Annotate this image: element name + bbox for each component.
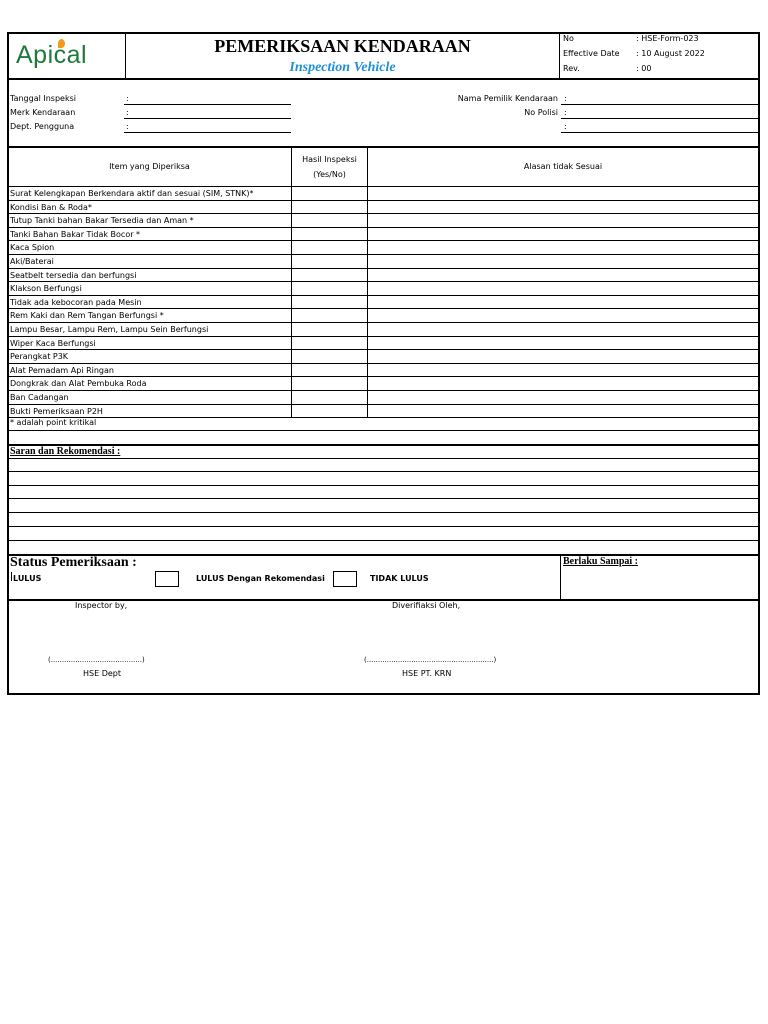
table-row xyxy=(7,241,759,255)
extra-colon: : xyxy=(564,122,567,131)
row-result-cell[interactable] xyxy=(292,309,367,323)
pemilik-colon: : xyxy=(564,94,567,103)
row-reason-cell[interactable] xyxy=(368,201,758,215)
col-reason-header: Alasan tidak Sesuai xyxy=(523,162,603,171)
row-item-label: Ban Cadangan xyxy=(10,393,69,402)
saran-ruled-line xyxy=(7,526,759,527)
row-result-cell[interactable] xyxy=(292,405,367,419)
table-row xyxy=(7,187,759,201)
merk-label: Merk Kendaraan xyxy=(10,108,76,117)
row-item-label: Rem Kaki dan Rem Tangan Berfungsi * xyxy=(10,311,164,321)
row-reason-cell[interactable] xyxy=(368,296,758,310)
meta-rev-label: Rev. xyxy=(563,64,580,73)
row-reason-cell[interactable] xyxy=(368,350,758,364)
table-row xyxy=(7,269,759,283)
apical-logo xyxy=(14,36,119,74)
pemilik-label: Nama Pemilik Kendaraan xyxy=(457,94,558,103)
table-row xyxy=(7,377,759,391)
row-reason-cell[interactable] xyxy=(368,377,758,391)
saran-ruled-line xyxy=(7,485,759,486)
row-item-label: Dongkrak dan Alat Pembuka Roda xyxy=(10,379,147,389)
table-row xyxy=(7,323,759,337)
row-result-cell[interactable] xyxy=(292,323,367,337)
table-row xyxy=(7,201,759,215)
row-reason-cell[interactable] xyxy=(368,214,758,228)
col-item-header: Item yang Diperiksa xyxy=(109,162,190,171)
verifier-dept: HSE PT. KRN xyxy=(402,669,452,678)
col-result-header-1: Hasil Inspeksi xyxy=(302,155,357,164)
row-reason-cell[interactable] xyxy=(368,337,758,351)
option-lulus-rekomendasi: LULUS Dengan Rekomendasi xyxy=(196,574,325,583)
table-row xyxy=(7,296,759,310)
meta-no-label: No xyxy=(563,34,574,43)
row-reason-cell[interactable] xyxy=(368,187,758,201)
table-row xyxy=(7,337,759,351)
row-result-cell[interactable] xyxy=(292,391,367,405)
row-reason-cell[interactable] xyxy=(368,228,758,242)
row-result-cell[interactable] xyxy=(292,337,367,351)
row-result-cell[interactable] xyxy=(292,269,367,283)
row-result-cell[interactable] xyxy=(292,214,367,228)
row-item-label: Surat Kelengkapan Berkendara aktif dan sesuai (SIM, STNK)* xyxy=(10,189,254,198)
inspector-title: Inspector by, xyxy=(75,601,128,610)
critical-note: * adalah point kritikal xyxy=(10,418,97,427)
saran-ruled-line xyxy=(7,540,759,541)
saran-ruled-line xyxy=(7,471,759,472)
option-tidak-lulus: TIDAK LULUS xyxy=(370,574,429,583)
row-result-cell[interactable] xyxy=(292,364,367,378)
row-item-label: Seatbelt tersedia dan berfungsi xyxy=(10,270,137,280)
meta-date-value: : 10 August 2022 xyxy=(636,49,705,58)
saran-ruled-line xyxy=(7,458,759,459)
row-item-label: Tidak ada kebocoran pada Mesin xyxy=(10,297,142,307)
header-divider-2 xyxy=(559,32,560,79)
row-item-label: Bukti Pemeriksaan P2H xyxy=(10,406,103,416)
row-item-label: Lampu Besar, Lampu Rem, Lampu Sein Berfungsi xyxy=(10,325,209,334)
merk-colon: : xyxy=(126,108,129,117)
meta-rev-value: : 00 xyxy=(636,64,652,73)
table-row xyxy=(7,282,759,296)
saran-label: Saran dan Rekomendasi : xyxy=(10,446,121,457)
table-row xyxy=(7,391,759,405)
row-item-label: Tutup Tanki bahan Bakar Tersedia dan Aman * xyxy=(10,216,194,226)
valid-until-label: Berlaku Sampai : xyxy=(563,556,639,567)
lulus-marker xyxy=(11,572,12,581)
row-reason-cell[interactable] xyxy=(368,405,758,419)
checkbox-lulus-rekomendasi[interactable] xyxy=(333,571,357,587)
tanggal-colon: : xyxy=(126,94,129,103)
row-reason-cell[interactable] xyxy=(368,282,758,296)
form-title: PEMERIKSAAN KENDARAAN xyxy=(214,36,471,56)
header-bottom xyxy=(7,78,760,80)
dept-label: Dept. Pengguna xyxy=(10,122,75,131)
table-row xyxy=(7,405,759,419)
extra-field[interactable] xyxy=(561,132,758,133)
option-lulus: LULUS xyxy=(13,574,42,583)
form-subtitle: Inspection Vehicle xyxy=(289,60,396,75)
checkbox-lulus[interactable] xyxy=(155,571,179,587)
note-bottom-line xyxy=(7,430,759,431)
table-row xyxy=(7,364,759,378)
table-row xyxy=(7,255,759,269)
row-reason-cell[interactable] xyxy=(368,391,758,405)
table-row xyxy=(7,228,759,242)
meta-no-value: : HSE-Form-023 xyxy=(636,34,699,43)
col-result-header-2: (Yes/No) xyxy=(313,170,346,179)
meta-date-label: Effective Date xyxy=(563,49,620,58)
tanggal-label: Tanggal Inspeksi xyxy=(10,94,76,103)
polisi-colon: : xyxy=(564,108,567,117)
row-item-label: Wiper Kaca Berfungsi xyxy=(10,338,96,348)
row-reason-cell[interactable] xyxy=(368,323,758,337)
row-result-cell[interactable] xyxy=(292,228,367,242)
inspector-sign-line[interactable]: (.........................................) xyxy=(48,656,145,664)
frame-bottom xyxy=(7,693,760,695)
table-row xyxy=(7,214,759,228)
row-result-cell[interactable] xyxy=(292,350,367,364)
row-result-cell[interactable] xyxy=(292,296,367,310)
row-item-label: Tanki Bahan Bakar Tidak Bocor * xyxy=(10,229,141,239)
row-result-cell[interactable] xyxy=(292,282,367,296)
status-divider xyxy=(560,555,561,599)
row-reason-cell[interactable] xyxy=(368,241,758,255)
row-reason-cell[interactable] xyxy=(368,364,758,378)
merk-field[interactable] xyxy=(124,118,291,119)
polisi-field[interactable] xyxy=(561,118,758,119)
verifier-sign-line[interactable]: (.........................................................) xyxy=(364,656,497,664)
saran-ruled-line xyxy=(7,498,759,499)
table-row xyxy=(7,309,759,323)
row-reason-cell[interactable] xyxy=(368,309,758,323)
table-top xyxy=(7,146,760,148)
row-reason-cell[interactable] xyxy=(368,255,758,269)
row-item-label: Aki/Baterai xyxy=(10,257,54,266)
row-item-label: Kondisi Ban & Roda* xyxy=(10,202,92,212)
row-divider xyxy=(7,417,759,418)
row-reason-cell[interactable] xyxy=(368,269,758,283)
logo-text: Apical xyxy=(16,41,88,69)
row-result-cell[interactable] xyxy=(292,187,367,201)
tanggal-field[interactable] xyxy=(124,104,291,105)
status-label: Status Pemeriksaan : xyxy=(10,555,137,570)
polisi-label: No Polisi xyxy=(524,108,558,117)
dept-field[interactable] xyxy=(124,132,291,133)
dept-colon: : xyxy=(126,122,129,131)
saran-ruled-line xyxy=(7,512,759,513)
row-item-label: Kaca Spion xyxy=(10,243,55,253)
inspector-dept: HSE Dept xyxy=(83,669,121,678)
row-item-label: Perangkat P3K xyxy=(10,352,69,362)
row-result-cell[interactable] xyxy=(292,377,367,391)
row-result-cell[interactable] xyxy=(292,255,367,269)
pemilik-field[interactable] xyxy=(561,104,758,105)
row-result-cell[interactable] xyxy=(292,201,367,215)
row-item-label: Klakson Berfungsi xyxy=(10,284,82,294)
row-result-cell[interactable] xyxy=(292,241,367,255)
verifier-title: Diverifiaksi Oleh, xyxy=(392,601,461,610)
table-row xyxy=(7,350,759,364)
row-item-label: Alat Pemadam Api Ringan xyxy=(10,365,114,375)
